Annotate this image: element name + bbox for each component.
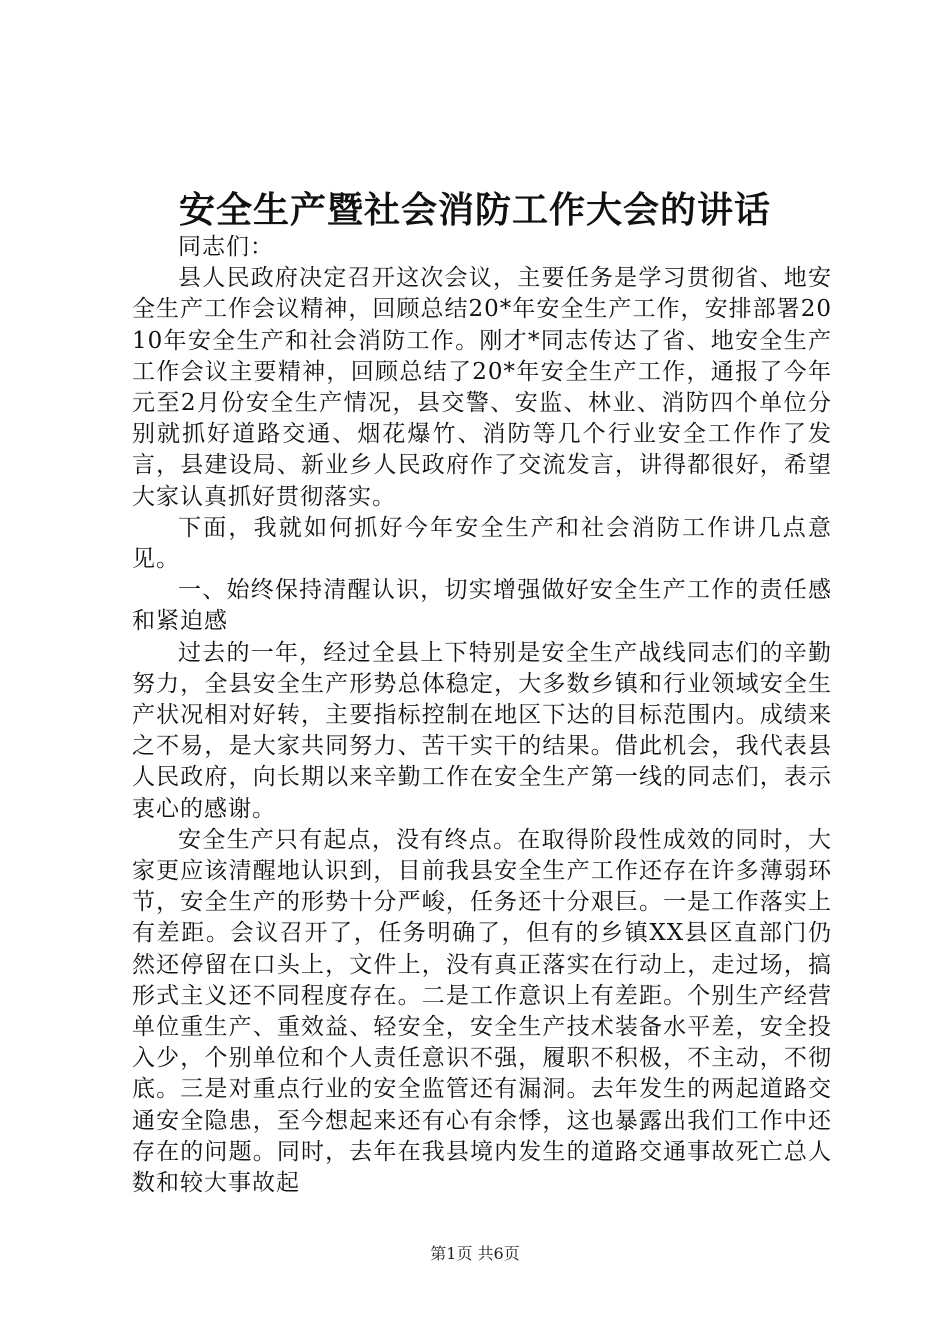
body-paragraph: 过去的一年，经过全县上下特别是安全生产战线同志们的辛勤努力，全县安全生产形势总体稳定，大多数乡镇和行业领域安全生产状况相对好转，主要指标控制在地区下达的目标范围内。成绩来之不易，是大家共同努力、苦干实干的结果。借此机会，我代表县人民政府，向长期以来辛勤工作在安全生产第一线的同志们，表示衷心的感谢。 [132, 639, 832, 822]
page-number-footer: 第1页 共6页 [430, 1244, 520, 1263]
body-paragraph: 下面，我就如何抓好今年安全生产和社会消防工作讲几点意见。 [132, 514, 832, 573]
section-heading: 一、始终保持清醒认识，切实增强做好安全生产工作的责任感和紧迫感 [132, 577, 832, 635]
body-paragraph: 安全生产只有起点，没有终点。在取得阶段性成效的同时，大家更应该清醒地认识到，目前我县安全生产工作还存在许多薄弱环节，安全生产的形势十分严峻，任务还十分艰巨。一是工作落实上有差距。会议召开了，任务明确了，但有的乡镇XX县区直部门仍然还停留在口头上，文件上，没有真正落实在行动上，走过场，搞形式主义还不同程度存在。二是工作意识上有差距。个别生产经营单位重生产、重效益、轻安全，安全生产技术装备水平差，安全投入少，个别单位和个人责任意识不强，履职不积极，不主动，不彻底。三是对重点行业的安全监管还有漏洞。去年发生的两起道路交通安全隐患，至今想起来还有心有余悸，这也暴露出我们工作中还存在的问题。同时，去年在我县境内发生的道路交通事故死亡总人数和较大事故起 [132, 826, 832, 1197]
salutation-paragraph: 同志们： [178, 234, 274, 260]
document-title: 安全生产暨社会消防工作大会的讲话 [178, 189, 771, 231]
body-paragraph: 县人民政府决定召开这次会议，主要任务是学习贯彻省、地安全生产工作会议精神，回顾总结20*年安全生产工作，安排部署2010年安全生产和社会消防工作。刚才*同志传达了省、地安全生产工作会议主要精神，回顾总结了20*年安全生产工作，通报了今年元至2月份安全生产情况，县交警、安监、林业、消防四个单位分别就抓好道路交通、烟花爆竹、消防等几个行业安全工作作了发言，县建设局、新业乡人民政府作了交流发言，讲得都很好，希望大家认真抓好贯彻落实。 [132, 265, 832, 510]
document-body [132, 232, 832, 1199]
